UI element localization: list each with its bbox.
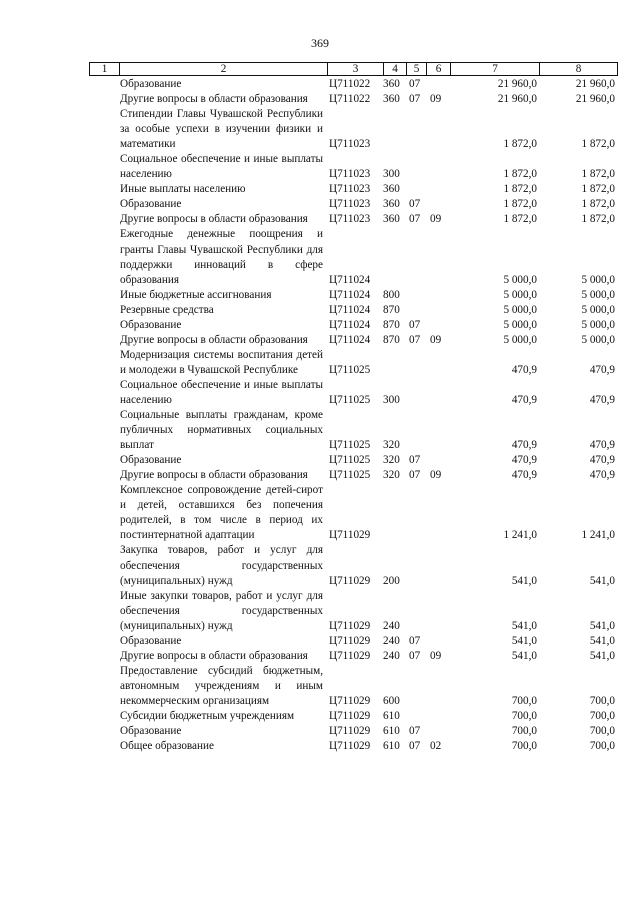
row-name: Другие вопросы в области образования	[120, 93, 308, 106]
row-code: Ц711023	[329, 138, 371, 151]
row-code: Ц711024	[329, 318, 371, 331]
row-col7: 5 000,0	[503, 303, 537, 316]
column-header-8: 8	[540, 63, 618, 76]
table-row	[89, 664, 617, 709]
row-col7: 5 000,0	[503, 318, 537, 331]
row-col5	[406, 378, 426, 408]
row-col4: 800	[383, 288, 400, 301]
row-col4: 300	[383, 393, 400, 406]
row-col4: 600	[383, 694, 400, 707]
row-name: Ежегодные денежные поощрения и гранты Главы Чувашской Республики для поддержки инноваций в сфере образования	[120, 228, 323, 286]
budget-table	[89, 77, 617, 754]
row-col5: 07	[409, 93, 421, 106]
row-col4: 360	[383, 213, 400, 226]
row-col6	[426, 182, 450, 197]
row-col8: 5 000,0	[581, 318, 615, 331]
row-col5: 07	[409, 634, 421, 647]
row-col5	[406, 589, 426, 634]
row-code: Ц711025	[329, 363, 371, 376]
row-col8: 1 872,0	[581, 183, 615, 196]
row-col5: 07	[409, 333, 421, 346]
row-name: Образование	[120, 78, 182, 90]
row-col6	[426, 107, 450, 152]
row-col7: 700,0	[511, 694, 537, 707]
table-row	[89, 92, 617, 107]
row-col5	[406, 664, 426, 709]
table-row	[89, 634, 617, 649]
row-name: Образование	[120, 454, 182, 467]
row-col4: 240	[383, 619, 400, 632]
row-name: Другие вопросы в области образования	[120, 649, 308, 662]
row-col4	[383, 227, 406, 287]
row-col7: 1 872,0	[503, 183, 537, 196]
row-col8: 1 872,0	[581, 168, 615, 181]
row-col7: 700,0	[511, 740, 537, 753]
row-code: Ц711029	[329, 740, 371, 753]
row-col6	[426, 724, 450, 739]
row-col7: 541,0	[511, 574, 537, 587]
row-col8: 541,0	[589, 634, 615, 647]
row-col8: 1 872,0	[581, 198, 615, 211]
row-col7: 5 000,0	[503, 288, 537, 301]
row-col6	[426, 483, 450, 543]
row-col8: 5 000,0	[581, 273, 615, 286]
column-header-7: 7	[451, 63, 540, 76]
row-col4: 200	[383, 574, 400, 587]
row-col6	[426, 589, 450, 634]
row-col4: 320	[383, 439, 400, 452]
table-row	[89, 468, 617, 483]
table-row	[89, 348, 617, 378]
row-col4	[383, 107, 406, 152]
row-col5	[406, 483, 426, 543]
row-col5	[406, 107, 426, 152]
row-col8: 700,0	[589, 740, 615, 753]
row-name: Иные выплаты населению	[120, 183, 246, 196]
table-row	[89, 543, 617, 588]
row-col5	[406, 543, 426, 588]
row-col4	[383, 348, 406, 378]
row-col5	[406, 227, 426, 287]
column-header-2: 2	[120, 63, 328, 76]
row-col7: 700,0	[511, 725, 537, 738]
column-header-row	[90, 63, 618, 76]
row-col6	[426, 288, 450, 303]
row-col5: 07	[409, 454, 421, 467]
row-col4: 240	[383, 634, 400, 647]
table-row	[89, 212, 617, 227]
row-col8: 700,0	[589, 694, 615, 707]
row-col6: 09	[430, 333, 442, 346]
row-col8: 1 241,0	[581, 529, 615, 542]
row-col7: 470,9	[511, 439, 537, 452]
row-col4: 610	[383, 725, 400, 738]
row-col5: 07	[409, 78, 421, 90]
table-row	[89, 77, 617, 92]
row-col4: 320	[383, 454, 400, 467]
row-col5: 07	[409, 213, 421, 226]
row-col6	[426, 408, 450, 453]
row-col8: 700,0	[589, 709, 615, 722]
row-col7: 21 960,0	[497, 78, 537, 90]
row-col4	[383, 483, 406, 543]
row-col4: 300	[383, 168, 400, 181]
row-col7: 21 960,0	[497, 93, 537, 106]
row-col5: 07	[409, 198, 421, 211]
row-name: Резервные средства	[120, 303, 214, 316]
row-col5: 07	[409, 649, 421, 662]
row-col7: 541,0	[511, 634, 537, 647]
row-name: Субсидии бюджетным учреждениям	[120, 709, 295, 722]
row-col4: 610	[383, 740, 400, 753]
row-name: Социальное обеспечение и иные выплаты населению	[120, 153, 323, 181]
row-col8: 5 000,0	[581, 288, 615, 301]
column-header-5: 5	[407, 63, 427, 76]
row-col7: 1 241,0	[503, 529, 537, 542]
table-row	[89, 288, 617, 303]
table-row	[89, 724, 617, 739]
row-col5: 07	[409, 725, 421, 738]
row-name: Модернизация системы воспитания детей и молодежи в Чувашской Республике	[120, 348, 323, 376]
row-col6	[426, 378, 450, 408]
table-row	[89, 589, 617, 634]
row-name: Общее образование	[120, 740, 214, 753]
table-row	[89, 227, 617, 287]
row-name: Социальные выплаты гражданам, кроме публичных нормативных социальных выплат	[120, 409, 323, 452]
row-col5	[406, 288, 426, 303]
row-col5	[406, 348, 426, 378]
table-row	[89, 649, 617, 664]
row-name: Иные бюджетные ассигнования	[120, 288, 272, 301]
row-code: Ц711023	[329, 183, 371, 196]
row-code: Ц711024	[329, 333, 371, 346]
row-code: Ц711022	[329, 93, 371, 106]
table-row	[89, 318, 617, 333]
table-row	[89, 303, 617, 318]
row-col7: 1 872,0	[503, 138, 537, 151]
row-col5: 07	[409, 469, 421, 482]
row-code: Ц711025	[329, 454, 371, 467]
row-col8: 1 872,0	[581, 213, 615, 226]
row-name: Образование	[120, 198, 182, 211]
row-code: Ц711024	[329, 288, 371, 301]
row-name: Комплексное сопровождение детей-сирот и детей, оставшихся без попечения родителей, в том числе в период их постинтернатной адаптации	[120, 484, 323, 542]
row-col5: 07	[409, 318, 421, 331]
table-row	[89, 739, 617, 754]
row-col6	[426, 303, 450, 318]
row-col4: 870	[383, 318, 400, 331]
row-col8: 21 960,0	[575, 78, 615, 90]
row-name: Образование	[120, 725, 182, 738]
row-col7: 541,0	[511, 619, 537, 632]
row-col8: 470,9	[589, 363, 615, 376]
row-col6	[426, 348, 450, 378]
row-col7: 5 000,0	[503, 273, 537, 286]
row-col7: 1 872,0	[503, 198, 537, 211]
column-header-4: 4	[384, 63, 407, 76]
page-number: 369	[311, 36, 329, 50]
row-col6: 09	[430, 93, 442, 106]
table-row	[89, 453, 617, 468]
row-col7: 5 000,0	[503, 333, 537, 346]
row-code: Ц711029	[329, 694, 371, 707]
row-code: Ц711029	[329, 529, 371, 542]
row-col8: 5 000,0	[581, 333, 615, 346]
table-row	[89, 408, 617, 453]
row-col7: 470,9	[511, 363, 537, 376]
row-col6: 02	[430, 740, 442, 753]
row-col4: 240	[383, 649, 400, 662]
row-col5	[406, 303, 426, 318]
row-col7: 1 872,0	[503, 168, 537, 181]
row-code: Ц711022	[329, 78, 371, 90]
row-col5	[406, 152, 426, 182]
row-col4: 360	[383, 183, 400, 196]
table-row	[89, 197, 617, 212]
row-col8: 1 872,0	[581, 138, 615, 151]
row-col6: 09	[430, 469, 442, 482]
row-col4: 870	[383, 333, 400, 346]
row-code: Ц711029	[329, 619, 371, 632]
row-col5: 07	[409, 740, 421, 753]
row-name: Образование	[120, 318, 182, 331]
column-header-table	[89, 62, 618, 76]
row-code: Ц711023	[329, 198, 371, 211]
column-header-1: 1	[90, 63, 120, 76]
row-code: Ц711029	[329, 649, 371, 662]
row-col5	[406, 182, 426, 197]
row-col6: 09	[430, 649, 442, 662]
row-col6	[426, 634, 450, 649]
table-row	[89, 483, 617, 543]
row-col6	[426, 664, 450, 709]
row-col5	[406, 408, 426, 453]
row-col6: 09	[430, 213, 442, 226]
row-col8: 470,9	[589, 454, 615, 467]
row-col6	[426, 152, 450, 182]
row-code: Ц711025	[329, 393, 371, 406]
column-header-3: 3	[328, 63, 384, 76]
row-code: Ц711024	[329, 273, 371, 286]
row-name: Другие вопросы в области образования	[120, 333, 308, 346]
row-col4: 870	[383, 303, 400, 316]
row-code: Ц711024	[329, 303, 371, 316]
row-name: Иные закупки товаров, работ и услуг для обеспечения государственных (муниципальных) нужд	[120, 589, 323, 632]
row-code: Ц711029	[329, 574, 371, 587]
row-col8: 541,0	[589, 649, 615, 662]
row-col7: 470,9	[511, 393, 537, 406]
table-row	[89, 152, 617, 182]
row-code: Ц711029	[329, 709, 371, 722]
table-row	[89, 107, 617, 152]
row-code: Ц711023	[329, 213, 371, 226]
row-col6	[426, 318, 450, 333]
row-col4: 360	[383, 198, 400, 211]
table-row	[89, 378, 617, 408]
table-row	[89, 333, 617, 348]
row-code: Ц711029	[329, 634, 371, 647]
row-col6	[426, 543, 450, 588]
row-col8: 21 960,0	[575, 93, 615, 106]
row-code: Ц711023	[329, 168, 371, 181]
row-col8: 470,9	[589, 439, 615, 452]
row-col4: 320	[383, 469, 400, 482]
row-name: Другие вопросы в области образования	[120, 469, 308, 482]
row-col8: 470,9	[589, 393, 615, 406]
budget-table-body	[89, 77, 617, 754]
row-col7: 1 872,0	[503, 213, 537, 226]
row-name: Образование	[120, 634, 182, 647]
table-row	[89, 709, 617, 724]
row-name: Закупка товаров, работ и услуг для обеспечения государственных (муниципальных) нужд	[120, 544, 323, 587]
row-name: Другие вопросы в области образования	[120, 213, 308, 226]
row-col8: 700,0	[589, 725, 615, 738]
row-col4: 360	[383, 93, 400, 106]
row-col8: 541,0	[589, 619, 615, 632]
table-row	[89, 182, 617, 197]
row-name: Социальное обеспечение и иные выплаты населению	[120, 378, 323, 406]
row-col7: 700,0	[511, 709, 537, 722]
row-col6	[426, 77, 450, 92]
row-col7: 541,0	[511, 649, 537, 662]
row-code: Ц711025	[329, 439, 371, 452]
row-code: Ц711029	[329, 725, 371, 738]
row-col7: 470,9	[511, 454, 537, 467]
row-name: Стипендии Главы Чувашской Республики за особые успехи в изучении физики и математики	[120, 108, 323, 151]
row-col6	[426, 197, 450, 212]
row-col5	[406, 709, 426, 724]
row-name: Предоставление субсидий бюджетным, автономным учреждениям и иным некоммерческим организациям	[120, 664, 323, 707]
row-code: Ц711025	[329, 469, 371, 482]
row-col4: 360	[383, 78, 400, 90]
row-col8: 5 000,0	[581, 303, 615, 316]
row-col8: 470,9	[589, 469, 615, 482]
row-col6	[426, 453, 450, 468]
row-col6	[426, 709, 450, 724]
row-col6	[426, 227, 450, 287]
column-header-6: 6	[427, 63, 451, 76]
row-col4: 610	[383, 709, 400, 722]
row-col7: 470,9	[511, 469, 537, 482]
row-col8: 541,0	[589, 574, 615, 587]
